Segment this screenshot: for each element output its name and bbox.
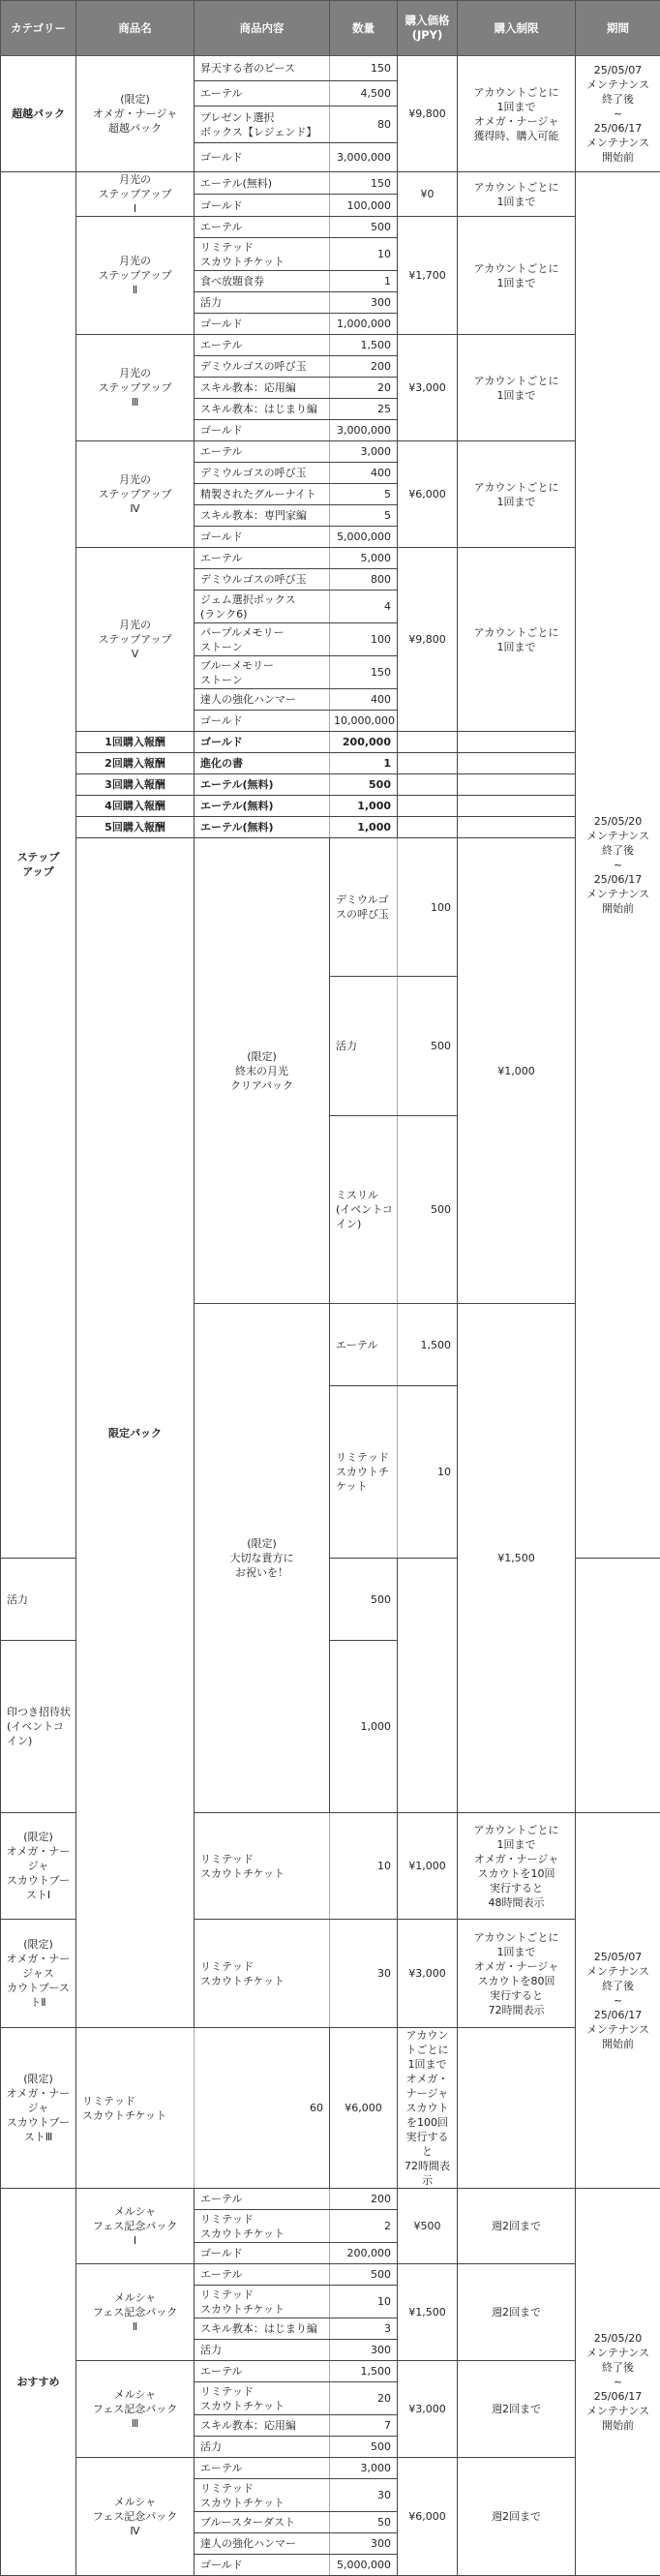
reward-qty: 1,000 — [330, 796, 398, 817]
purchase-limit: アカウントごとに 1回まで — [458, 441, 576, 548]
reward-price-empty — [398, 774, 458, 796]
item-qty: 4 — [330, 591, 398, 623]
reward-row — [1, 732, 660, 753]
item-name: スキル教本：はじまり編 — [195, 2318, 330, 2340]
item-name: 活力 — [1, 1558, 76, 1640]
item-name: ゴールド — [195, 711, 330, 732]
item-qty: 20 — [330, 378, 398, 399]
header-content: 商品内容 — [195, 1, 330, 56]
item-qty: 10,000,000 — [330, 711, 398, 732]
item-qty: 60 — [195, 2028, 330, 2189]
item-name: 昇天する者のピース — [195, 56, 330, 81]
item-name: 精製されたグルーナイト — [195, 484, 330, 505]
header-row — [1, 1, 660, 56]
item-name: リミテッド スカウトチケット — [195, 2210, 330, 2243]
reward-row — [1, 753, 660, 774]
item-qty: 100 — [398, 838, 458, 977]
period-cell: 25/05/07 メンテナンス 終了後 ~ 25/06/17 メンテナンス 開始前 — [576, 56, 660, 172]
item-qty: 1,500 — [330, 335, 398, 356]
purchase-limit: 週2回まで — [458, 2458, 576, 2576]
item-name: スキル教本：はじまり編 — [195, 399, 330, 420]
item-name: エーテル — [195, 81, 330, 106]
item-qty: 30 — [330, 1920, 398, 2028]
pack-name: 月光の ステップアップ Ⅴ — [76, 548, 195, 732]
reward-limit-empty — [458, 732, 576, 753]
reward-name: 2回購入報酬 — [76, 753, 195, 774]
item-qty: 30 — [330, 2479, 398, 2512]
header-limit: 購入制限 — [458, 1, 576, 56]
item-name: ゴールド — [195, 527, 330, 548]
header-category: カテゴリー — [1, 1, 76, 56]
table-row — [1, 2458, 660, 2479]
item-name: ゴールド — [195, 195, 330, 217]
item-qty: 3,000 — [330, 441, 398, 463]
pack-price: ¥6,000 — [330, 2028, 398, 2189]
item-qty: 500 — [398, 977, 458, 1115]
reward-qty: 200,000 — [330, 732, 398, 753]
item-qty: 5,000,000 — [330, 527, 398, 548]
table-row — [1, 2189, 660, 2210]
reward-price-empty — [398, 753, 458, 774]
item-qty: 150 — [330, 56, 398, 81]
item-name: ジェム選択ボックス (ランク6) — [195, 591, 330, 623]
pack-name: 月光の ステップアップ Ⅳ — [76, 441, 195, 548]
table-row — [1, 56, 660, 81]
item-qty: 400 — [330, 463, 398, 484]
item-qty: 3,000 — [330, 2458, 398, 2479]
pack-price: ¥3,000 — [398, 2361, 458, 2458]
reward-item: 進化の書 — [195, 753, 330, 774]
item-name: 達人の強化ハンマー — [195, 2533, 330, 2555]
item-name: リミテッド スカウトチケット — [76, 2028, 195, 2189]
item-name: スキル教本：専門家編 — [195, 505, 330, 527]
category-cell: 限定パック — [76, 838, 195, 2028]
item-qty: 1,000 — [330, 1641, 398, 1813]
category-cell: 超越パック — [1, 56, 76, 172]
reward-row — [1, 817, 660, 838]
item-name: 活力 — [330, 977, 398, 1115]
table-row — [1, 217, 660, 238]
pack-name: 月光の ステップアップ Ⅰ — [76, 172, 195, 217]
table-row — [1, 2264, 660, 2286]
table-row — [1, 172, 660, 195]
category-cell: ステップ アップ — [1, 172, 76, 1559]
item-name: ゴールド — [195, 2243, 330, 2264]
reward-name: 3回購入報酬 — [76, 774, 195, 796]
reward-name: 5回購入報酬 — [76, 817, 195, 838]
reward-qty: 1 — [330, 753, 398, 774]
purchase-limit: アカウントごとに 1回まで オメガ・ナージャ スカウトを10回 実行すると 48時間表示 — [458, 1813, 576, 1920]
reward-row — [1, 774, 660, 796]
item-qty: 100 — [330, 623, 398, 656]
purchase-limit: アカウントごとに 1回まで — [458, 335, 576, 441]
item-qty: 7 — [330, 2415, 398, 2437]
item-qty: 200,000 — [330, 2243, 398, 2264]
pack-name: (限定) 終末の月光 クリアパック — [195, 838, 330, 1304]
item-qty: 10 — [330, 1813, 398, 1920]
category-cell: おすすめ — [1, 2189, 76, 2576]
pack-price: ¥0 — [398, 172, 458, 217]
item-qty: 80 — [330, 106, 398, 143]
item-qty: 1,500 — [330, 2361, 398, 2382]
purchase-limit: アカウントごとに 1回まで — [458, 172, 576, 217]
pack-name: 月光の ステップアップ Ⅲ — [76, 335, 195, 441]
item-qty: 3,000,000 — [330, 420, 398, 441]
table-row — [1, 838, 660, 977]
pack-price: ¥3,000 — [398, 335, 458, 441]
item-qty: 400 — [330, 689, 398, 711]
item-name: リミテッド スカウトチケット — [195, 2382, 330, 2415]
item-name: ブルーメモリー ストーン — [195, 656, 330, 689]
pack-name: (限定) オメガ・ナージャ スカウトブーストⅢ — [1, 2028, 76, 2189]
pack-price: ¥3,000 — [398, 1920, 458, 2028]
item-qty: 500 — [330, 1558, 398, 1640]
period-cell: 25/05/07 メンテナンス 終了後 ~ 25/06/17 メンテナンス 開始前 — [576, 1813, 660, 2189]
item-name: リミテッド スカウトチケット — [195, 238, 330, 271]
reward-item: エーテル(無料) — [195, 774, 330, 796]
item-name: スキル教本：応用編 — [195, 378, 330, 399]
reward-price-empty — [398, 796, 458, 817]
reward-price-empty — [398, 817, 458, 838]
item-name: エーテル — [195, 441, 330, 463]
pack-price: ¥6,000 — [398, 441, 458, 548]
item-qty: 800 — [330, 569, 398, 591]
item-name: リミテッド スカウトチケット — [195, 2479, 330, 2512]
table-row — [1, 548, 660, 569]
pack-name: (限定) オメガ・ナージャス カウトブーストⅡ — [1, 1920, 76, 2028]
item-name: 活力 — [195, 2340, 330, 2361]
reward-item: エーテル(無料) — [195, 817, 330, 838]
item-qty: 500 — [330, 217, 398, 238]
item-qty: 10 — [330, 2286, 398, 2318]
pack-name: メルシャ フェス記念パック Ⅰ — [76, 2189, 195, 2264]
item-qty: 500 — [330, 2264, 398, 2286]
purchase-limit: 週2回まで — [458, 2361, 576, 2458]
item-qty: 5,000 — [330, 548, 398, 569]
item-qty: 200 — [330, 2189, 398, 2210]
purchase-limit: 週2回まで — [458, 2264, 576, 2361]
reward-limit-empty — [458, 796, 576, 817]
item-name: エーテル — [195, 548, 330, 569]
item-qty: 100,000 — [330, 195, 398, 217]
item-name: デミウルゴスの呼び玉 — [195, 569, 330, 591]
item-qty: 150 — [330, 172, 398, 195]
item-name: ゴールド — [195, 314, 330, 335]
pack-price: ¥9,800 — [398, 56, 458, 172]
reward-price-empty — [398, 732, 458, 753]
table-row — [1, 2028, 660, 2189]
item-qty: 1,500 — [398, 1304, 458, 1386]
item-name: エーテル — [195, 217, 330, 238]
item-name: エーテル — [195, 2361, 330, 2382]
item-qty: 300 — [330, 292, 398, 314]
item-qty: 3,000,000 — [330, 143, 398, 172]
purchase-limit: 週2回まで — [458, 2189, 576, 2264]
item-qty: 3 — [330, 2318, 398, 2340]
pack-price: ¥500 — [398, 2189, 458, 2264]
reward-limit-empty — [458, 774, 576, 796]
pack-name: メルシャ フェス記念パック Ⅲ — [76, 2361, 195, 2458]
item-qty: 150 — [330, 656, 398, 689]
item-name: ミスリル (イベントコイン) — [330, 1115, 398, 1303]
item-name: 達人の強化ハンマー — [195, 689, 330, 711]
item-name: エーテル — [195, 2458, 330, 2479]
item-name: エーテル — [330, 1304, 398, 1386]
pack-name: メルシャ フェス記念パック Ⅱ — [76, 2264, 195, 2361]
item-name: エーテル — [195, 2189, 330, 2210]
pack-name: メルシャ フェス記念パック Ⅳ — [76, 2458, 195, 2576]
pack-name: 月光の ステップアップ Ⅱ — [76, 217, 195, 335]
item-name: エーテル — [195, 2264, 330, 2286]
reward-row — [1, 796, 660, 817]
table-row — [1, 335, 660, 356]
item-qty: 300 — [330, 2340, 398, 2361]
item-name: リミテッド スカウトチケット — [330, 1386, 398, 1559]
purchase-limit: アカウントごとに 1回まで — [458, 217, 576, 335]
item-name: 食べ放題食券 — [195, 271, 330, 292]
item-qty: 500 — [398, 1115, 458, 1303]
item-name: リミテッド スカウトチケット — [195, 2286, 330, 2318]
item-qty: 50 — [330, 2512, 398, 2533]
header-period: 期間 — [576, 1, 660, 56]
header-name: 商品名 — [76, 1, 195, 56]
purchase-limit: アカウントごとに 1回まで オメガ・ナージャ 獲得時、購入可能 — [458, 56, 576, 172]
item-qty: 10 — [330, 238, 398, 271]
item-name: ゴールド — [195, 2555, 330, 2576]
purchase-limit: アカウントごとに 1回まで オメガ・ナージャ スカウトを80回 実行すると 72時間表示 — [458, 1920, 576, 2028]
reward-limit-empty — [458, 753, 576, 774]
item-qty: 300 — [330, 2533, 398, 2555]
item-name: エーテル(無料) — [195, 172, 330, 195]
period-cell: 25/05/20 メンテナンス 終了後 ~ 25/06/17 メンテナンス 開始前 — [576, 2189, 660, 2576]
table-row — [1, 2361, 660, 2382]
item-name: リミテッド スカウトチケット — [195, 1813, 330, 1920]
item-name: プレゼント選択 ボックス【レジェンド】 — [195, 106, 330, 143]
item-qty: 10 — [398, 1386, 458, 1559]
item-name: ゴールド — [195, 143, 330, 172]
item-qty: 200 — [330, 356, 398, 378]
reward-item: エーテル(無料) — [195, 796, 330, 817]
item-name: 活力 — [195, 2437, 330, 2458]
item-name: デミウルゴスの呼び玉 — [330, 838, 398, 977]
item-qty: 25 — [330, 399, 398, 420]
item-name: リミテッド スカウトチケット — [195, 1920, 330, 2028]
item-qty: 1 — [330, 271, 398, 292]
item-qty: 500 — [330, 2437, 398, 2458]
pack-price: ¥9,800 — [398, 548, 458, 732]
item-name: パープルメモリー ストーン — [195, 623, 330, 656]
item-name: スキル教本：応用編 — [195, 2415, 330, 2437]
pack-price: ¥1,700 — [398, 217, 458, 335]
item-name: デミウルゴスの呼び玉 — [195, 356, 330, 378]
purchase-limit: アカウントごとに 1回まで オメガ・ナージャ スカウトを100回 実行すると 72時間表示 — [398, 2028, 458, 2189]
reward-qty: 500 — [330, 774, 398, 796]
reward-name: 4回購入報酬 — [76, 796, 195, 817]
purchase-limit: アカウントごとに 1回まで — [458, 548, 576, 732]
pack-price: ¥1,500 — [398, 2264, 458, 2361]
pack-price: ¥1,000 — [398, 1813, 458, 1920]
pack-price: ¥6,000 — [398, 2458, 458, 2576]
item-name: 活力 — [195, 292, 330, 314]
pack-price: ¥1,000 — [458, 838, 576, 1304]
reward-item: ゴールド — [195, 732, 330, 753]
header-qty: 数量 — [330, 1, 398, 56]
item-qty: 5 — [330, 484, 398, 505]
reward-name: 1回購入報酬 — [76, 732, 195, 753]
table-row — [1, 441, 660, 463]
header-price: 購入価格 (JPY) — [398, 1, 458, 56]
pack-price: ¥1,500 — [458, 1304, 576, 1813]
pack-name: (限定) 大切な貴方に お祝いを！ — [195, 1304, 330, 1813]
item-name: エーテル — [195, 335, 330, 356]
item-name: 印つき招待状 (イベントコイン) — [1, 1641, 76, 1813]
item-name: ゴールド — [195, 420, 330, 441]
pack-name: (限定) オメガ・ナージャ 超越パック — [76, 56, 195, 172]
item-qty: 2 — [330, 2210, 398, 2243]
item-name: ブルースターダスト — [195, 2512, 330, 2533]
item-qty: 1,000,000 — [330, 314, 398, 335]
item-name: デミウルゴスの呼び玉 — [195, 463, 330, 484]
period-cell: 25/05/20 メンテナンス 終了後 ~ 25/06/17 メンテナンス 開始前 — [576, 172, 660, 1559]
item-qty: 5 — [330, 505, 398, 527]
item-qty: 20 — [330, 2382, 398, 2415]
pack-name: (限定) オメガ・ナージャ スカウトブーストⅠ — [1, 1813, 76, 1920]
item-qty: 5,000,000 — [330, 2555, 398, 2576]
item-qty: 4,500 — [330, 81, 398, 106]
reward-qty: 1,000 — [330, 817, 398, 838]
reward-limit-empty — [458, 817, 576, 838]
